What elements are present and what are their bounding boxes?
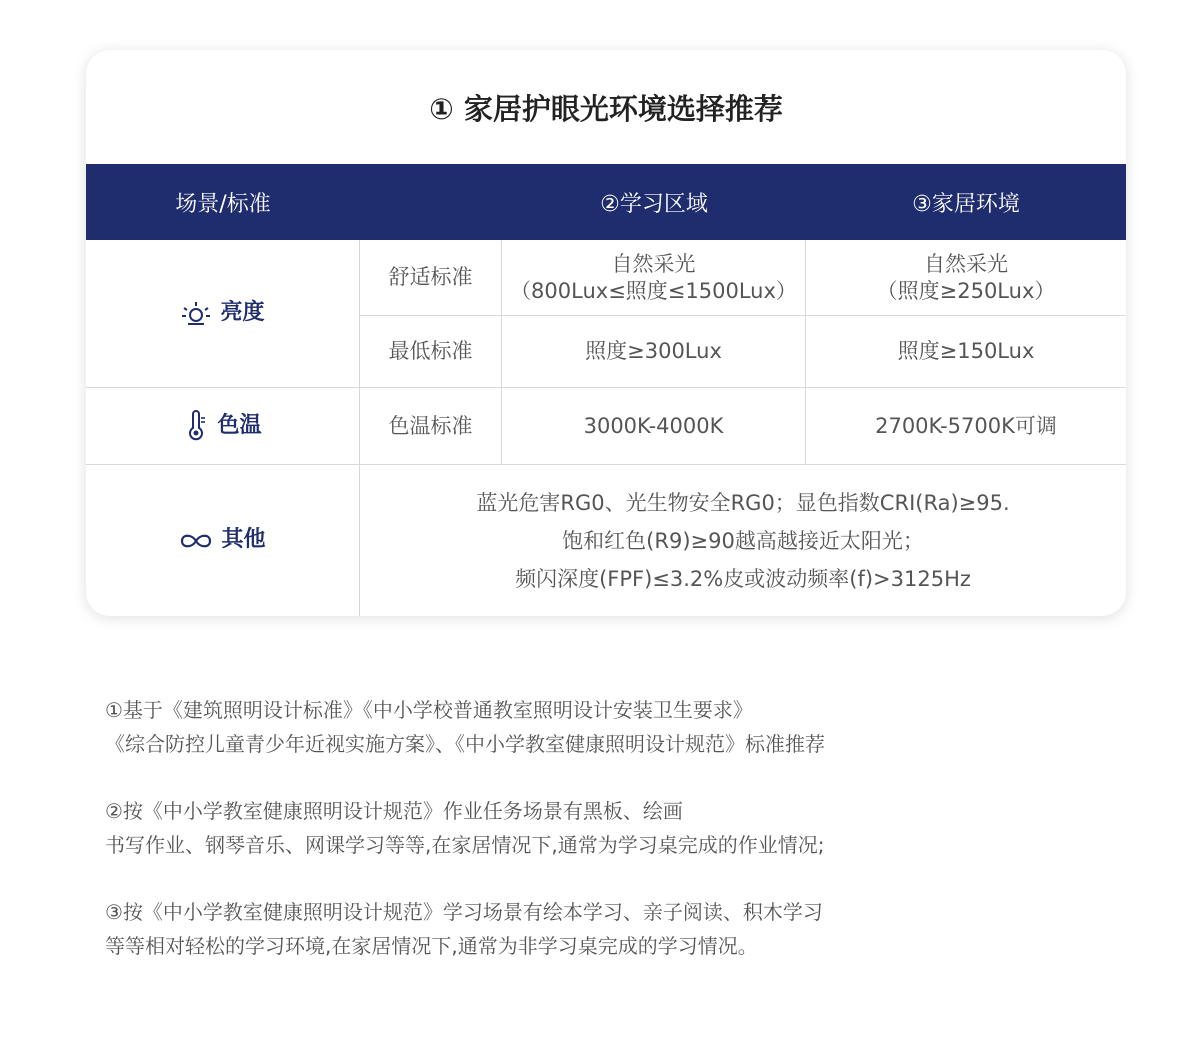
comfort-standard-label: 舒适标准: [388, 265, 473, 290]
comfort-study-line2: （800Lux≤照度≤1500Lux）: [510, 278, 797, 303]
category-brightness: [86, 240, 359, 387]
other-line-1: 蓝光危害RG0、光生物安全RG0；显色指数CRI(Ra)≥95.: [476, 490, 1010, 515]
color-temperature-study-cell: 3000K-4000K: [583, 413, 724, 438]
footnote-1: [105, 693, 1105, 761]
header-scene-standard: 场景/标准: [175, 191, 271, 217]
footnotes: [105, 693, 1105, 996]
category-other: [86, 465, 359, 616]
comfort-study-line1: 自然采光: [611, 251, 696, 276]
recommendation-card: [86, 50, 1126, 616]
footnote-3-line2: 等等相对轻松的学习环境,在家居情况下,通常为非学习桌完成的学习情况。: [105, 934, 758, 958]
footnote-2: [105, 794, 1105, 862]
minimum-standard-label: 最低标准: [388, 339, 473, 364]
comfort-study-cell: [502, 240, 805, 315]
header-home-environment: ③家居环境: [912, 191, 1020, 217]
thermometer-icon: [183, 410, 209, 442]
color-temperature-home-cell: 2700K-5700K可调: [875, 413, 1057, 438]
comfort-home-line2: （照度≥250Lux）: [876, 278, 1056, 303]
sun-icon: [180, 300, 212, 328]
minimum-home-cell: 照度≥150Lux: [897, 339, 1035, 364]
other-requirements-cell: [360, 465, 1126, 616]
footnote-2-line2: 书写作业、钢琴音乐、网课学习等等,在家居情况下,通常为学习桌完成的作业情况;: [105, 833, 825, 857]
comfort-home-line1: 自然采光: [924, 251, 1008, 276]
infinity-icon: [179, 531, 213, 551]
other-line-2: 饱和红色(R9)≥90越高越接近太阳光；: [562, 528, 924, 553]
header-study-area: ②学习区域: [600, 191, 708, 217]
category-color-temperature: [86, 388, 359, 464]
category-other-label: 其他: [221, 527, 266, 553]
footnote-2-line1: ②按《中小学教室健康照明设计规范》作业任务场景有黑板、绘画: [105, 799, 683, 823]
footnote-1-line2: 《综合防控儿童青少年近视实施方案》、《中小学教室健康照明设计规范》标准推荐: [105, 732, 825, 756]
minimum-study-cell: 照度≥300Lux: [585, 339, 722, 364]
footnote-3-line1: ③按《中小学教室健康照明设计规范》学习场景有绘本学习、亲子阅读、积木学习: [105, 900, 823, 924]
comfort-home-cell: [806, 240, 1126, 315]
footnote-3: [105, 895, 1105, 963]
other-line-3: 频闪深度(FPF)≤3.2%皮或波动频率(f)>3125Hz: [515, 566, 971, 591]
table-header: [86, 164, 1126, 240]
category-brightness-label: 亮度: [220, 300, 265, 326]
footnote-1-line1: ①基于《建筑照明设计标准》《中小学校普通教室照明设计安装卫生要求》: [105, 698, 753, 722]
color-temperature-standard-label: 色温标准: [388, 413, 473, 438]
table-title: ① 家居护眼光环境选择推荐: [429, 91, 783, 126]
category-color-temperature-label: 色温: [217, 412, 262, 438]
